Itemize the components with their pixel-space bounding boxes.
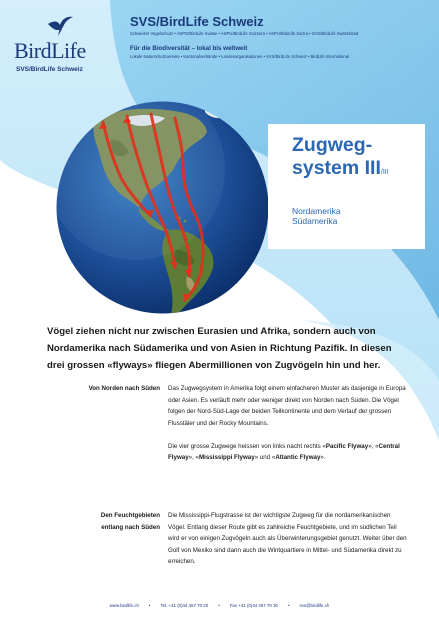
section-label-wetlands: Den Feuchtgebieten entlang nach Süden [100,512,160,531]
logo-subtitle: SVS/BirdLife Schweiz [16,66,83,73]
footer-website-link[interactable]: www.birdlife.ch [109,602,139,608]
org-names: Schweizer Vogelschutz • ASPO/BirdLife Suisse • ASPU/BirdLife Svizzera • ASPU/BirdLife Svizra • SVS/BirdLife Switzerland [130,31,359,36]
footer [14,599,425,611]
page-title-series: /III [380,169,389,176]
americas-globe [55,100,270,315]
logo-wordmark: BirdLife [14,38,86,63]
flyway-text-e: ». [320,454,326,461]
region-north-america: Nordamerika [292,206,341,216]
footer-phone: Tel. +41 (0)44 457 70 20 [160,602,209,608]
flyway-text-d: » und « [254,454,276,461]
footer-separator: • [287,602,290,608]
region-list [292,206,425,226]
page-title-line1: Zugweg- [292,134,373,156]
birdlife-logo[interactable] [14,8,124,78]
header [14,8,434,78]
section1-paragraph2 [168,441,408,464]
central-flyway-label: Central Flyway [168,442,400,461]
flyway-text-c: », « [188,454,199,461]
section1-paragraph1: Das Zugwegsystem in Amerika folgt einem einfacheren Muster als dasjenige in Europa oder Asien. Es verläuft mehr oder weniger direkt von Norden nach Süden. Die Vögel folgen der Nord-Süd-Lage der beiden Teilkontinente und dem Verlauf der grossen Flusstäler und der Rocky Mountains. [168,385,406,427]
org-network: Lokale Naturschutzvereine • Kantonalverbände • Landesorganisationen • SVS/BirdLife Schweiz • BirdLife International [130,54,349,59]
footer-email-link[interactable]: svs@birdlife.ch [299,602,330,608]
section-label-north-south: Von Norden nach Süden [88,385,160,392]
region-south-america: Südamerika [292,216,338,226]
section-body-wetlands [168,510,408,568]
flyway-text-a: Die vier grosse Zugwege heissen von links nacht rechts « [168,442,326,450]
page-title-roman: III [364,157,381,179]
intro-paragraph: Vögel ziehen nicht nur zwischen Eurasien und Afrika, sondern auch von Nordamerika nach Südamerika und von Asien in Richtung Pazifik. In diesen drei grossen «flyways» fliegen Abermillionen von Zugvögeln hin und her. [47,326,392,372]
footer-fax: Fax +41 (0)44 457 70 30 [229,602,278,608]
org-tagline: Für die Biodiversität – lokal bis weltweit [130,45,248,52]
section2-paragraph1: Die Mississippi-Flugstrasse ist der wichtigste Zugweg für die nordamerikanischen Vögel. Entlang dieser Route gibt es zahlreiche Feuchtgebiete, und im südlichen Teil wird er von einigen Zugvögeln auch als Überwinterungsgebiet genutzt. Weiter über den Golf von Mexiko sind dann auch die Wintquartiere in Mittel- und Südamerika direkt zu erreichen. [168,512,407,565]
org-title: SVS/BirdLife Schweiz [130,14,264,29]
atlantic-flyway-label: Atlantic Flyway [275,454,321,461]
footer-separator: • [148,602,151,608]
pacific-flyway-label: Pacific Flyway [325,442,369,450]
org-block [130,14,430,59]
mississippi-flyway-label: Mississippi Flyway [198,454,255,461]
title-box [268,124,425,249]
footer-separator: • [218,602,220,608]
flyway-text-b: », « [368,442,379,450]
section-body-north-south [168,383,408,464]
bird-icon [46,12,74,38]
page-title-line2 [292,157,425,184]
page-title-word: system [292,157,360,179]
